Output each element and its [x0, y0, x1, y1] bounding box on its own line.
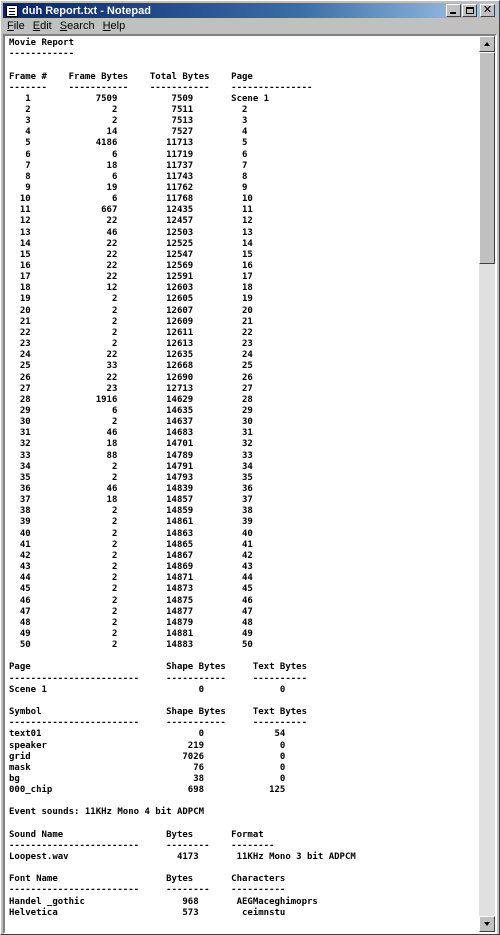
text-line: 6 6 11719 6 [9, 149, 248, 160]
close-icon: ✕ [482, 3, 493, 16]
maximize-button[interactable] [462, 4, 477, 17]
text-line: Frame # Frame Bytes Total Bytes Page [9, 71, 253, 82]
text-line: 13 46 12503 13 [9, 227, 253, 238]
arrow-down-icon [484, 922, 490, 926]
text-line: 27 23 12713 27 [9, 383, 253, 394]
text-line: Helvetica 573 ceimnstu [9, 907, 286, 918]
text-line: 33 88 14789 33 [9, 450, 253, 461]
menu-file-label: ile [13, 20, 25, 32]
text-line: Scene 1 0 0 [9, 684, 286, 695]
close-button[interactable] [480, 4, 495, 17]
minimize-button[interactable] [446, 4, 461, 17]
scroll-up-button[interactable] [479, 36, 495, 52]
text-line: 12 22 12457 12 [9, 216, 253, 227]
arrow-up-icon [484, 42, 490, 46]
text-line: 000_chip 698 125 [9, 785, 286, 796]
text-line: ------------------------ -------- -------- [9, 840, 275, 851]
text-line: speaker 219 0 [9, 740, 286, 751]
text-line: 48 2 14879 48 [9, 617, 253, 628]
text-line: Page Shape Bytes Text Bytes [9, 662, 308, 673]
text-line: 2 2 7511 2 [9, 104, 248, 115]
text-line: 4 14 7527 4 [9, 127, 248, 138]
text-line: 15 22 12547 15 [9, 249, 253, 260]
text-line: 1 7509 7509 Scene 1 [9, 93, 270, 104]
text-line: 11 667 12435 11 [9, 205, 253, 216]
text-line: Event sounds: 11KHz Mono 4 bit ADPCM [9, 807, 205, 818]
editor-area[interactable] [3, 34, 497, 934]
text-line: 14 22 12525 14 [9, 238, 253, 249]
text-line: Handel _gothic 968 AEGMaceghimoprs [9, 896, 318, 907]
text-line: 31 46 14683 31 [9, 428, 253, 439]
menu-search-label: earch [67, 20, 95, 32]
text-line: 40 2 14863 40 [9, 528, 253, 539]
maximize-icon [466, 7, 474, 14]
text-line: 17 22 12591 17 [9, 272, 253, 283]
menu-search-accel: S [59, 20, 68, 32]
text-line: 41 2 14865 41 [9, 539, 253, 550]
text-line: 5 4186 11713 5 [9, 138, 248, 149]
text-line: 18 12 12603 18 [9, 283, 253, 294]
text-line: 44 2 14871 44 [9, 573, 253, 584]
text-line: 32 18 14701 32 [9, 439, 253, 450]
text-line: 37 18 14857 37 [9, 495, 253, 506]
text-line: 30 2 14637 30 [9, 417, 253, 428]
text-line: Symbol Shape Bytes Text Bytes [9, 707, 308, 717]
vertical-scrollbar[interactable] [479, 36, 495, 932]
text-line: 28 1916 14629 28 [9, 394, 253, 405]
title-bar[interactable] [3, 3, 497, 18]
text-line: 16 22 12569 16 [9, 261, 253, 271]
menu-help-accel: H [102, 20, 111, 32]
scroll-down-button[interactable] [479, 916, 495, 932]
text-line: 20 2 12607 20 [9, 305, 253, 316]
text-line: 50 2 14883 50 [9, 640, 253, 651]
text-line: 45 2 14873 45 [9, 584, 253, 595]
text-line: 9 19 11762 9 [9, 183, 248, 193]
scroll-thumb[interactable] [479, 52, 495, 264]
window-title: duh Report.txt - Notepad [22, 4, 151, 17]
text-line: grid 7026 0 [9, 751, 286, 762]
text-line: 42 2 14867 42 [9, 550, 253, 561]
text-line: 46 2 14875 46 [9, 595, 253, 606]
text-line: ------------------------ ----------- ---------- [9, 718, 308, 729]
text-line: 34 2 14791 34 [9, 461, 253, 472]
text-line: 10 6 11768 10 [9, 194, 253, 205]
text-line: Movie Report [9, 38, 75, 48]
text-line: Sound Name Bytes Format [9, 829, 264, 840]
text-line: 38 2 14859 38 [9, 506, 253, 517]
text-line: 24 22 12635 24 [9, 350, 253, 361]
text-line: 25 33 12668 25 [9, 361, 253, 372]
text-line: 35 2 14793 35 [9, 472, 253, 483]
text-line: 43 2 14869 43 [9, 562, 253, 573]
text-line: 47 2 14877 47 [9, 606, 253, 617]
text-line: 7 18 11737 7 [9, 160, 248, 171]
text-line: text01 0 54 [9, 729, 286, 740]
minimize-icon [450, 12, 456, 14]
text-line: 19 2 12605 19 [9, 294, 253, 305]
text-line: 26 22 12690 26 [9, 372, 253, 383]
text-line: 23 2 12613 23 [9, 339, 253, 350]
text-line: 8 6 11743 8 [9, 171, 248, 182]
window-controls [445, 4, 495, 17]
menu-help-label: elp [110, 20, 126, 32]
text-line: 36 46 14839 36 [9, 484, 253, 494]
text-line: ------------ [9, 49, 75, 60]
text-line: mask 76 0 [9, 762, 286, 773]
text-line: 39 2 14861 39 [9, 517, 253, 528]
text-line: 49 2 14881 49 [9, 629, 253, 639]
text-line: bg 38 0 [9, 773, 286, 784]
text-line: Font Name Bytes Characters [9, 874, 286, 885]
menu-help[interactable] [99, 20, 130, 32]
menu-file[interactable] [3, 20, 29, 32]
text-line: 22 2 12611 22 [9, 327, 253, 338]
text-line: 29 6 14635 29 [9, 405, 253, 416]
menu-edit-accel: E [32, 20, 41, 32]
text-line: ------- ----------- ----------- --------------- [9, 82, 313, 93]
menu-edit[interactable] [29, 20, 56, 32]
text-line: ------------------------ -------- ---------- [9, 885, 286, 896]
text-line: 21 2 12609 21 [9, 316, 253, 327]
document-text[interactable] [5, 36, 479, 932]
menu-bar [3, 19, 497, 33]
menu-search[interactable] [56, 20, 99, 32]
text-line: ------------------------ ----------- ---------- [9, 673, 308, 684]
menu-edit-label: dit [40, 20, 52, 32]
text-line: Loopest.wav 4173 11KHz Mono 3 bit ADPCM [9, 852, 356, 862]
menu-file-accel: F [7, 20, 14, 32]
text-line: 3 2 7513 3 [9, 116, 248, 126]
notepad-app-icon[interactable] [6, 5, 18, 17]
